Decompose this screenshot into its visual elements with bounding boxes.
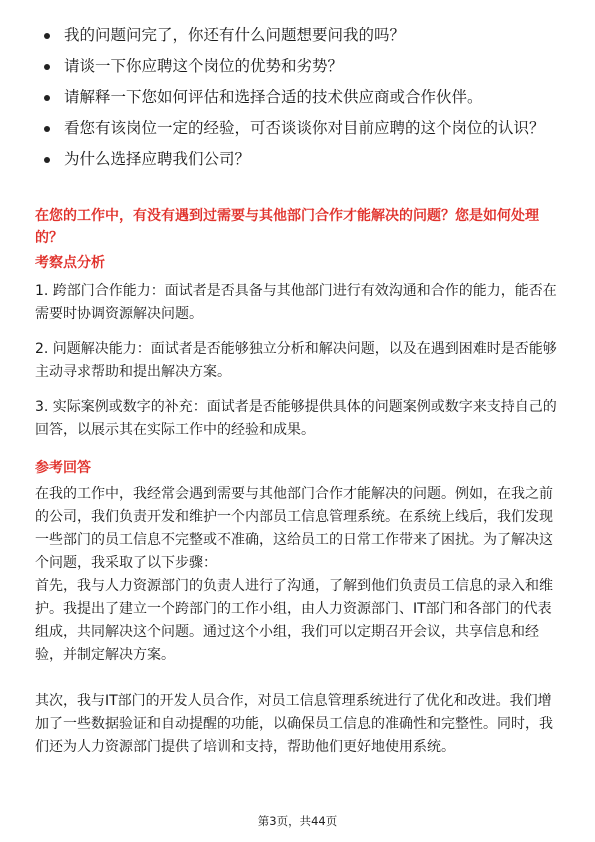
bullet-item: 看您有该岗位一定的经验，可否谈谈你对目前应聘的这个岗位的认识？ <box>43 115 563 141</box>
analysis-title: 考察点分析 <box>35 255 105 271</box>
page-number: 第3页，共44页 <box>257 814 338 828</box>
bullet-item: 请谈一下你应聘这个岗位的优势和劣势？ <box>43 53 563 79</box>
analysis-point: 2. 问题解决能力：面试者是否能够独立分析和解决问题，以及在遇到困难时是否能够主动寻求帮助和提出解决方案。 <box>35 341 557 380</box>
question-bullet-list <box>43 22 563 177</box>
interview-question-heading: 在您的工作中，有没有遇到过需要与其他部门合作才能解决的问题？您是如何处理的？ <box>35 208 539 246</box>
analysis-point: 3. 实际案例或数字的补充：面试者是否能够提供具体的问题案例或数字来支持自己的回答，以展示其在实际工作中的经验和成果。 <box>35 399 557 438</box>
answer-title: 参考回答 <box>35 460 91 476</box>
answer-paragraph: 在我的工作中，我经常会遇到需要与其他部门合作才能解决的问题。例如，在我之前的公司，我们负责开发和维护一个内部员工信息管理系统。在系统上线后，我们发现一些部门的员工信息不完整或不准确，这给员工的日常工作带来了困扰。为了解决这个问题，我采取了以下步骤： <box>35 486 553 571</box>
bullet-item: 我的问题问完了，你还有什么问题想要问我的吗？ <box>43 22 563 48</box>
bullet-item: 为什么选择应聘我们公司？ <box>43 146 563 172</box>
answer-paragraph: 其次，我与IT部门的开发人员合作，对员工信息管理系统进行了优化和改进。我们增加了一些数据验证和自动提醒的功能，以确保员工信息的准确性和完整性。同时，我们还为人力资源部门提供了培训和支持，帮助他们更好地使用系统。 <box>35 693 553 755</box>
answer-paragraph: 首先，我与人力资源部门的负责人进行了沟通，了解到他们负责员工信息的录入和维护。我提出了建立一个跨部门的工作小组，由人力资源部门、IT部门和各部门的代表组成，共同解决这个问题。通过这个小组，我们可以定期召开会议，共享信息和经验，并制定解决方案。 <box>35 578 553 663</box>
analysis-point: 1. 跨部门合作能力：面试者是否具备与其他部门进行有效沟通和合作的能力，能否在需要时协调资源解决问题。 <box>35 283 557 322</box>
bullet-item: 请解释一下您如何评估和选择合适的技术供应商或合作伙伴。 <box>43 84 563 110</box>
